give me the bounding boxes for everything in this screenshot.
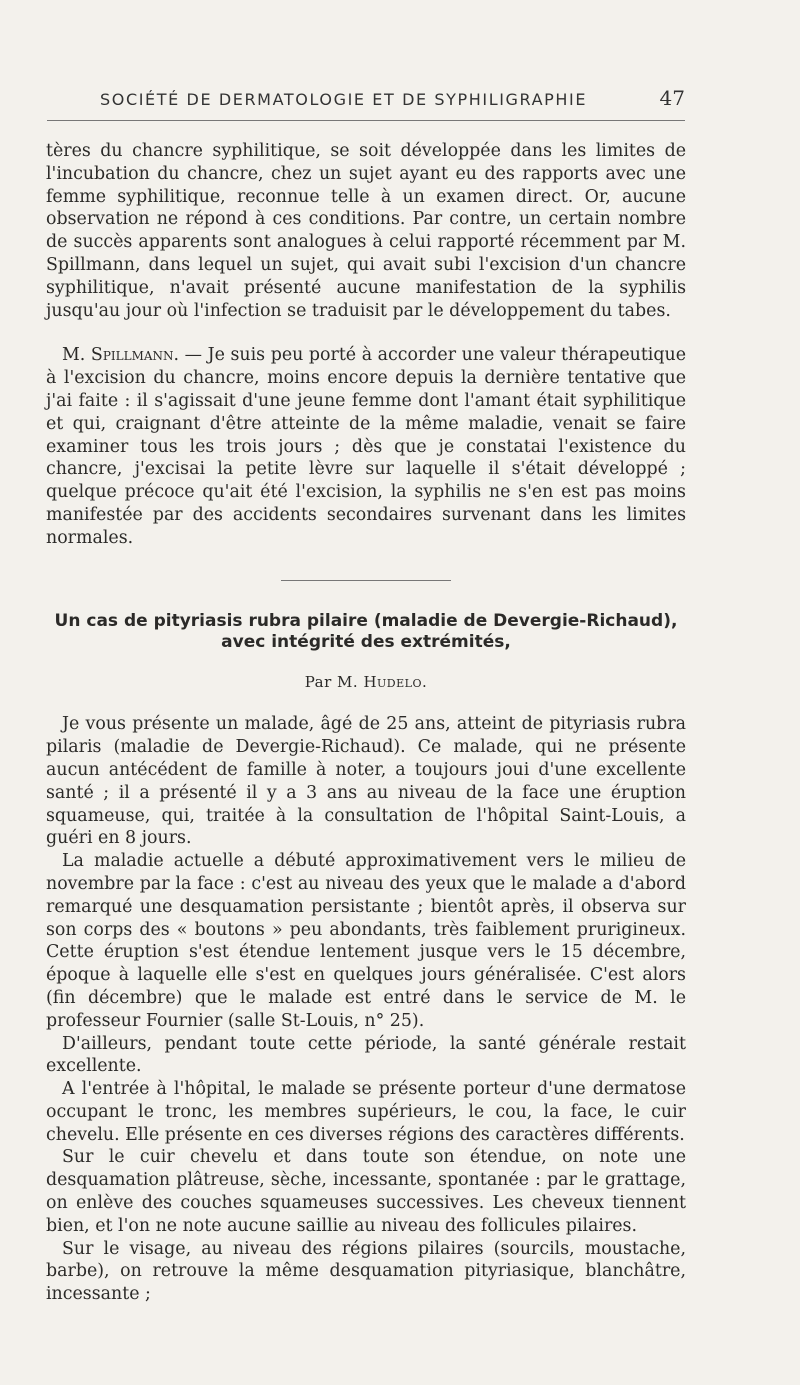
article-paragraph-4: A l'entrée à l'hôpital, le malade se présente porteur d'une dermatose occupant le tronc, les membres supérieurs, le cou, la face, le cuir chevelu. Elle présente en ces diverses régions des caractères différents.	[46, 1079, 686, 1145]
article-title	[46, 611, 686, 653]
article-byline	[46, 671, 686, 694]
article-paragraph-6: Sur le visage, au niveau des régions pilaires (sourcils, moustache, barbe), on retrouve la même desquamation pityriasique, blanchâtre, incessante ;	[46, 1238, 686, 1305]
article-title-line-2: avec intégrité des extrémités,	[221, 631, 511, 652]
page-number: 47	[659, 86, 685, 110]
page-body	[46, 140, 686, 1306]
running-header	[100, 86, 685, 110]
running-title: SOCIÉTÉ DE DERMATOLOGIE ET DE SYPHILIGRAPHIE	[100, 90, 588, 109]
article-paragraph-3: D'ailleurs, pendant toute cette période, la santé générale restait excellente.	[46, 1033, 686, 1077]
byline-author: Hudelo.	[363, 672, 428, 691]
speaker-text: — Je suis peu porté à accorder une valeur thérapeutique à l'excision du chancre, moins encore depuis la dernière tentative que j'ai faite : il s'agissait d'une jeune femme dont l'amant était syphilitique et qui, craignant d'être atteinte de la même maladie, venait se faire examiner tous les trois jours ; dès que je constatai l'existence du chancre, j'excisai la petite lèvre sur laquelle il s'était développé ; quelque précoce qu'ait été l'excision, la syphilis ne s'en est pas moins manifestée par des accidents secondaires survenant dans les limites normales.	[46, 345, 686, 548]
header-rule	[47, 120, 685, 121]
section-divider	[281, 580, 451, 581]
article-paragraph-5: Sur le cuir chevelu et dans toute son étendue, on note une desquamation plâtreuse, sèche, incessante, spontanée : par le grattage, on enlève des couches squameuses successives. Les cheveux tiennent bien, et l'on ne note aucune saillie au niveau des follicules pilaires.	[46, 1147, 686, 1236]
paragraph-spillmann	[46, 344, 686, 549]
article-paragraph-2: La maladie actuelle a débuté approximativement vers le milieu de novembre par la face : c'est au niveau des yeux que le malade a d'abord remarqué une desquamation persistante ; bientôt après, il observa sur son corps des « boutons » peu abondants, très faiblement prurigineux. Cette éruption s'est étendue lentement jusque vers le 15 décembre, époque à laquelle elle s'est en quelques jours généralisée. C'est alors (fin décembre) que le malade est entré dans le service de M. le professeur Fournier (salle St-Louis, n° 25).	[46, 851, 686, 1031]
byline-prefix: Par M.	[304, 672, 364, 691]
article-paragraph-1: Je vous présente un malade, âgé de 25 ans, atteint de pityriasis rubra pilaris (maladie de Devergie-Richaud). Ce malade, qui ne présente aucun antécédent de famille à noter, a toujours joui d'une excellente santé ; il a présenté il y a 3 ans au niveau de la face une éruption squameuse, qui, traitée à la consultation de l'hôpital Saint-Louis, a guéri en 8 jours.	[46, 714, 686, 849]
speaker-name: M. Spillmann.	[62, 345, 180, 366]
article-title-line-1: Un cas de pityriasis rubra pilaire (maladie de Devergie-Richaud),	[54, 610, 678, 631]
paragraph-continuation: tères du chancre syphilitique, se soit développée dans les limites de l'incubation du chancre, chez un sujet ayant eu des rapports avec une femme syphilitique, reconnue telle à un examen direct. Or, aucune observation ne répond à ces conditions. Par contre, un certain nombre de succès apparents sont analogues à celui rapporté récemment par M. Spillmann, dans lequel un sujet, qui avait subi l'excision d'un chancre syphilitique, n'avait présenté aucune manifestation de la syphilis jusqu'au jour où l'infection se traduisit par le développement du tabes.	[46, 141, 686, 321]
